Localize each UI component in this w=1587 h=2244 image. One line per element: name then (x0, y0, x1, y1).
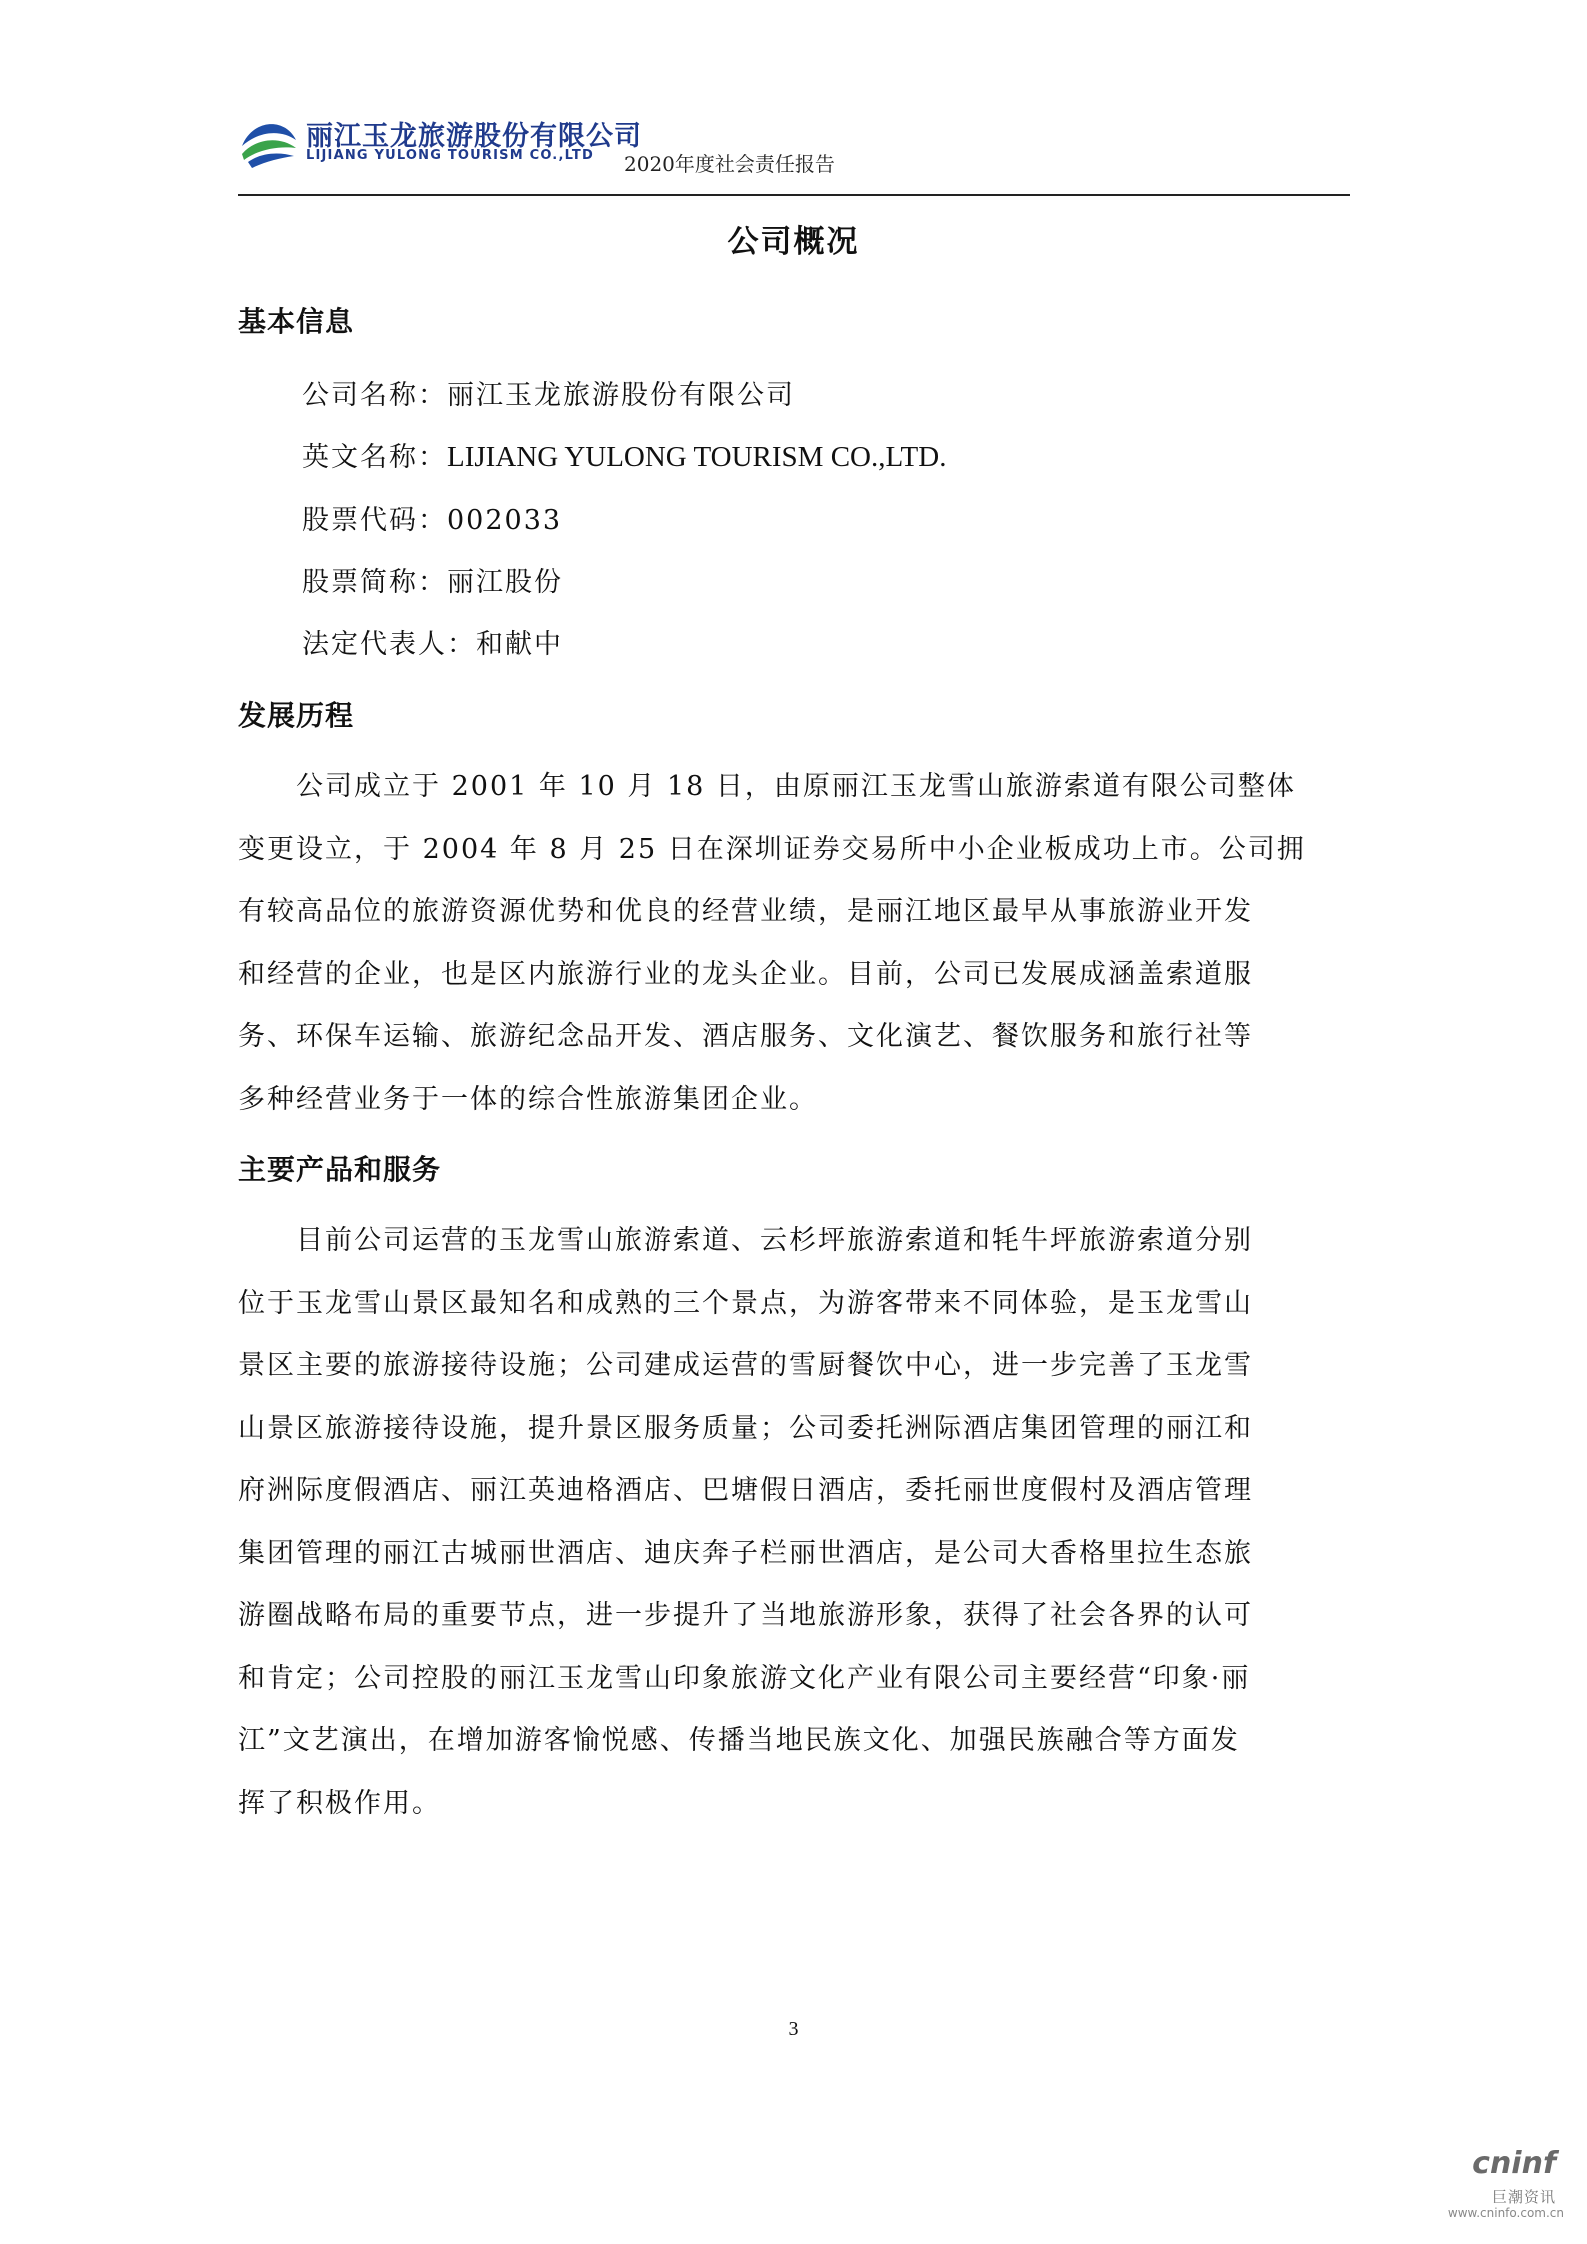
info-value: 和献中 (476, 629, 563, 660)
products-paragraph (238, 1210, 1350, 1835)
text-line: 府洲际度假酒店、丽江英迪格酒店、巴塘假日酒店，委托丽世度假村及酒店管理 (238, 1475, 1253, 1506)
text-line: 江”文艺演出，在增加游客愉悦感、传播当地民族文化、加强民族融合等方面发 (238, 1725, 1240, 1756)
text-line: 和肯定；公司控股的丽江玉龙雪山印象旅游文化产业有限公司主要经营“印象·丽 (238, 1662, 1251, 1694)
info-value: 丽江玉龙旅游股份有限公司 (447, 380, 795, 411)
text-line: 变更设立，于 2004 年 8 月 25 日在深圳证券交易所中小企业板成功上市。公司拥 (238, 833, 1306, 865)
text-line: 游圈战略布局的重要节点，进一步提升了当地旅游形象，获得了社会各界的认可 (238, 1600, 1253, 1631)
info-value: 丽江股份 (447, 567, 563, 598)
text-line: 集团管理的丽江古城丽世酒店、迪庆奔子栏丽世酒店，是公司大香格里拉生态旅 (238, 1537, 1253, 1569)
section-heading-history: 发展历程 (238, 699, 355, 732)
header-divider (238, 194, 1350, 196)
history-paragraph (238, 756, 1350, 1131)
text-line: 公司成立于 2001 年 10 月 18 日，由原丽江玉龙雪山旅游索道有限公司整体 (238, 771, 1296, 802)
text-line: 有较高品位的旅游资源优势和优良的经营业绩，是丽江地区最早从事旅游业开发 (238, 896, 1253, 927)
report-title: 2020年度社会责任报告 (624, 152, 835, 176)
info-row-english-name (302, 435, 946, 474)
section-heading-products: 主要产品和服务 (238, 1153, 442, 1186)
cninfo-watermark (1420, 2146, 1570, 2230)
info-label: 股票代码： (302, 505, 447, 536)
text-line: 和经营的企业，也是区内旅游行业的龙头企业。目前，公司已发展成涵盖索道服 (238, 958, 1253, 990)
cninfo-logo: cninf (1472, 2146, 1556, 2181)
company-name-cn: 丽江玉龙旅游股份有限公司 (306, 121, 642, 152)
info-row-company-name (302, 373, 795, 412)
text-line: 多种经营业务于一体的综合性旅游集团企业。 (238, 1083, 818, 1115)
info-row-stock-short-name (302, 560, 563, 599)
cninfo-name: 巨潮资讯 (1491, 2188, 1556, 2206)
text-line: 挥了积极作用。 (238, 1787, 441, 1819)
page-header (238, 108, 1350, 198)
info-label: 法定代表人： (302, 629, 476, 660)
info-row-stock-code (302, 498, 562, 537)
info-value: LIJIANG YULONG TOURISM CO.,LTD. (447, 441, 947, 473)
page-number: 3 (788, 2018, 799, 2040)
info-value: 002033 (447, 505, 563, 536)
text-line: 景区主要的旅游接待设施；公司建成运营的雪厨餐饮中心，进一步完善了玉龙雪 (238, 1350, 1253, 1381)
text-line: 位于玉龙雪山景区最知名和成熟的三个景点，为游客带来不同体验，是玉龙雪山 (238, 1287, 1253, 1319)
section-heading-basic-info: 基本信息 (238, 305, 355, 338)
text-line: 目前公司运营的玉龙雪山旅游索道、云杉坪旅游索道和牦牛坪旅游索道分别 (238, 1225, 1253, 1256)
info-label: 公司名称： (302, 380, 447, 411)
info-label: 英文名称： (302, 442, 447, 473)
info-label: 股票简称： (302, 567, 447, 598)
company-logo-icon (238, 110, 300, 172)
page-title: 公司概况 (727, 224, 860, 260)
cninfo-url: www.cninfo.com.cn (1447, 2206, 1564, 2220)
info-row-legal-rep (302, 622, 563, 661)
text-line: 务、环保车运输、旅游纪念品开发、酒店服务、文化演艺、餐饮服务和旅行社等 (238, 1021, 1253, 1052)
company-name-en: LIJIANG YULONG TOURISM CO.,LTD (306, 148, 594, 163)
text-line: 山景区旅游接待设施，提升景区服务质量；公司委托洲际酒店集团管理的丽江和 (238, 1412, 1253, 1444)
